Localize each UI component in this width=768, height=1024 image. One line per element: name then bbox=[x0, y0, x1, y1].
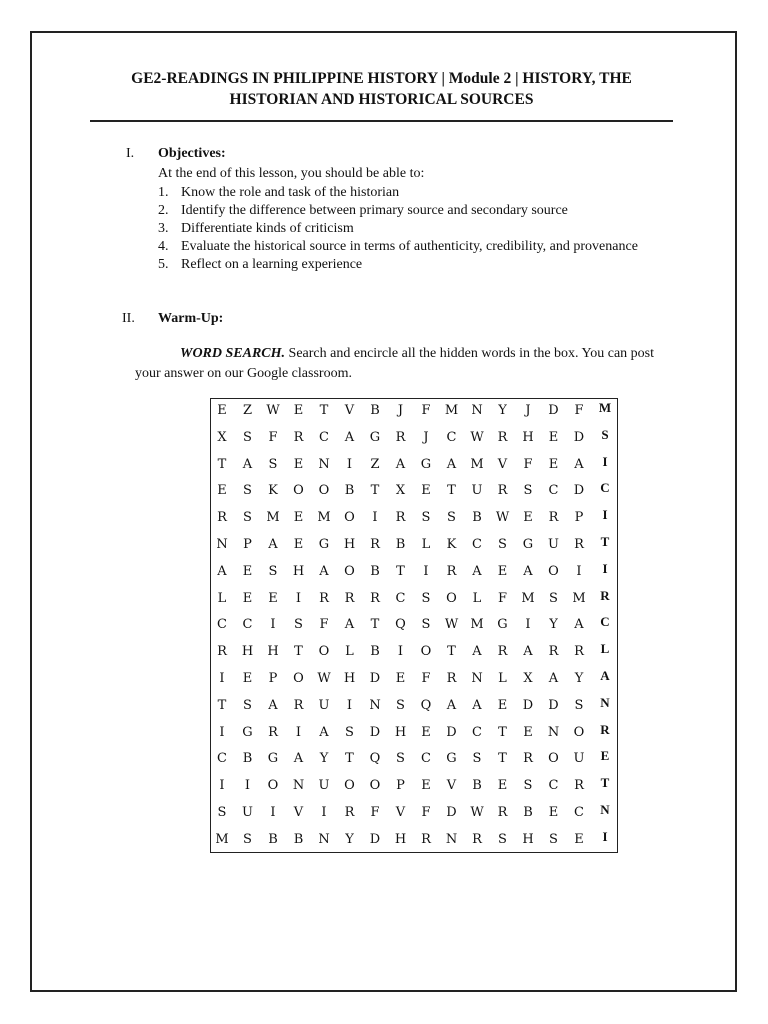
word-search-letter: Z bbox=[242, 403, 253, 418]
word-search-letter: F bbox=[370, 805, 380, 820]
word-search-letter: W bbox=[470, 429, 484, 445]
word-search-letter: M bbox=[444, 403, 459, 418]
side-column-letter: N bbox=[600, 694, 610, 710]
word-search-letter: R bbox=[293, 697, 304, 713]
word-search-letter: H bbox=[292, 563, 305, 579]
word-search-letter: X bbox=[395, 483, 406, 499]
word-search-letter: L bbox=[421, 537, 431, 552]
word-search-letter: A bbox=[472, 644, 482, 660]
word-search-letter: Q bbox=[395, 617, 406, 633]
word-search-letter: D bbox=[548, 403, 559, 418]
word-search-letter: I bbox=[372, 510, 378, 526]
word-search-letter: I bbox=[576, 563, 582, 579]
word-search-letter: I bbox=[346, 697, 353, 713]
word-search-letter: G bbox=[267, 751, 279, 767]
word-search-letter: V bbox=[293, 805, 304, 820]
word-search-letter: I bbox=[397, 644, 404, 660]
word-search-letter: E bbox=[217, 483, 227, 499]
word-search-letter: E bbox=[293, 456, 304, 472]
word-search-letter: R bbox=[370, 590, 380, 606]
word-search-letter: E bbox=[421, 483, 431, 499]
word-search-letter: N bbox=[471, 403, 483, 418]
word-search-letter: D bbox=[522, 697, 534, 713]
word-search-letter: B bbox=[370, 644, 380, 660]
word-search-letter: I bbox=[244, 778, 251, 794]
list-number: 3. bbox=[158, 221, 169, 236]
word-search-letter: E bbox=[293, 510, 304, 526]
word-search-letter: S bbox=[396, 751, 405, 767]
word-search-letter: S bbox=[549, 831, 558, 847]
word-search-letter: G bbox=[369, 429, 381, 445]
side-column-letter: L bbox=[600, 641, 610, 657]
word-search-letter: C bbox=[548, 483, 559, 499]
word-search-letter: D bbox=[446, 724, 457, 740]
word-search-letter: C bbox=[319, 429, 329, 445]
word-search-letter: O bbox=[267, 778, 279, 794]
word-search-letter: R bbox=[395, 510, 406, 526]
word-search-letter: K bbox=[446, 537, 457, 552]
word-search-letter: S bbox=[472, 751, 482, 767]
word-search-letter: T bbox=[319, 403, 329, 418]
word-search-letter: Z bbox=[370, 456, 380, 472]
list-item bbox=[158, 202, 678, 220]
list-text: Evaluate the historical source in terms of authenticity, credibility, and provenance bbox=[181, 239, 638, 254]
word-search-letter: W bbox=[444, 617, 459, 633]
word-search-letter: R bbox=[344, 590, 355, 606]
word-search-letter: L bbox=[498, 671, 507, 686]
word-search-letter: E bbox=[421, 778, 431, 794]
word-search-letter: R bbox=[217, 644, 227, 660]
word-search-letter: C bbox=[242, 617, 253, 633]
word-search-letter: A bbox=[523, 563, 533, 579]
word-search-letter: F bbox=[421, 403, 431, 418]
word-search-letter: H bbox=[394, 831, 407, 847]
word-search-letter: O bbox=[344, 778, 355, 794]
word-search-letter: E bbox=[497, 778, 508, 794]
word-search-letter: S bbox=[421, 617, 431, 633]
word-search-letter: B bbox=[472, 510, 482, 526]
word-search-letter: C bbox=[395, 590, 406, 606]
word-search-letter: N bbox=[292, 778, 305, 794]
word-search-letter: O bbox=[548, 751, 559, 767]
word-search-letter: F bbox=[421, 805, 431, 820]
word-search-letter: E bbox=[497, 563, 508, 579]
word-search-letter: C bbox=[217, 617, 227, 633]
word-search-letter: M bbox=[470, 456, 484, 472]
side-column-letter: R bbox=[600, 721, 610, 737]
word-search-letter: E bbox=[523, 724, 533, 740]
word-search-letter: E bbox=[574, 831, 584, 847]
word-search-letter: A bbox=[574, 617, 584, 633]
word-search-letter: R bbox=[497, 429, 508, 445]
word-search-letter: U bbox=[242, 805, 253, 820]
word-search-letter: I bbox=[525, 617, 531, 633]
word-search-letter: O bbox=[344, 510, 355, 526]
word-search-letter: D bbox=[573, 483, 585, 499]
word-search-letter: X bbox=[217, 429, 227, 445]
word-search-letter: R bbox=[446, 563, 457, 579]
word-search-letter: S bbox=[523, 778, 533, 794]
word-search-letter: O bbox=[293, 671, 304, 686]
word-search-letter: H bbox=[343, 537, 356, 552]
word-search-letter: S bbox=[421, 510, 431, 526]
side-column-letter: I bbox=[602, 828, 608, 844]
word-search-letter: S bbox=[498, 831, 507, 847]
word-search-letter: T bbox=[498, 724, 507, 740]
word-search-letter: U bbox=[471, 483, 483, 499]
word-search-letter: I bbox=[295, 590, 302, 606]
word-search-letter: T bbox=[370, 483, 380, 499]
word-search-letter: A bbox=[242, 456, 253, 472]
word-search-letter: A bbox=[395, 456, 406, 472]
word-search-letter: T bbox=[217, 456, 227, 472]
word-search-letter: E bbox=[548, 429, 559, 445]
word-search-letter: B bbox=[268, 831, 278, 847]
word-search-letter: G bbox=[522, 537, 534, 552]
word-search-letter: C bbox=[574, 805, 584, 820]
word-search-letter: A bbox=[268, 537, 278, 552]
word-search-letter: U bbox=[548, 537, 559, 552]
section-1-heading: Objectives: bbox=[158, 146, 226, 161]
word-search-letter: P bbox=[243, 537, 252, 552]
word-search-letter: O bbox=[369, 778, 381, 794]
word-search-letter: S bbox=[549, 590, 558, 606]
word-search-letter: A bbox=[344, 429, 355, 445]
list-text: Know the role and task of the historian bbox=[181, 185, 400, 200]
word-search-letter: W bbox=[495, 510, 510, 526]
word-search-letter: S bbox=[243, 483, 252, 499]
list-item bbox=[158, 238, 678, 256]
word-search-letter: O bbox=[344, 563, 355, 579]
word-search-letter: L bbox=[217, 590, 227, 606]
list-item bbox=[158, 256, 678, 274]
word-search-letter: A bbox=[472, 563, 482, 579]
word-search-letter: H bbox=[343, 671, 356, 686]
word-search-letter: E bbox=[242, 563, 253, 579]
word-search-letter: I bbox=[321, 805, 327, 820]
word-search-letter: R bbox=[574, 537, 584, 552]
word-search-letter: R bbox=[293, 429, 304, 445]
word-search-letter: F bbox=[497, 590, 508, 606]
word-search-letter: N bbox=[318, 456, 330, 472]
word-search-letter: E bbox=[421, 724, 431, 740]
word-search-letter: B bbox=[293, 831, 304, 847]
word-search-letter: C bbox=[217, 751, 227, 767]
side-column-letter: C bbox=[600, 480, 610, 496]
instructions-text: Search and encircle all the hidden words in the box. You can post your answer on our Google classroom. bbox=[135, 346, 655, 381]
word-search-letter: Q bbox=[420, 697, 432, 713]
side-column-letter: R bbox=[600, 587, 610, 603]
word-search-letter: J bbox=[525, 403, 531, 418]
word-search-letter: T bbox=[345, 751, 354, 767]
word-search-letter: O bbox=[420, 644, 432, 660]
word-search-letter: U bbox=[318, 778, 330, 794]
word-search-letter: N bbox=[318, 831, 330, 847]
word-search-letter: U bbox=[318, 697, 330, 713]
word-search-letter: M bbox=[572, 590, 586, 606]
word-search-letter: A bbox=[319, 563, 329, 579]
word-search-letter: E bbox=[242, 671, 253, 686]
word-search-letter: D bbox=[369, 831, 381, 847]
word-search-letter: A bbox=[446, 697, 457, 713]
word-search-letter: H bbox=[522, 831, 534, 847]
word-search-letter: R bbox=[472, 831, 482, 847]
word-search-letter: F bbox=[268, 429, 278, 445]
word-search-letter: I bbox=[346, 456, 353, 472]
word-search-letter: M bbox=[521, 590, 535, 606]
list-item bbox=[158, 220, 678, 238]
section-1-number: I. bbox=[126, 146, 135, 161]
word-search-letter: G bbox=[420, 456, 432, 472]
word-search-letter: V bbox=[497, 456, 508, 472]
side-column-letter: I bbox=[602, 453, 608, 469]
word-search-letter: N bbox=[369, 697, 381, 713]
word-search-letter: W bbox=[266, 403, 280, 418]
word-search-letter: P bbox=[574, 510, 584, 526]
word-search-letter: E bbox=[523, 510, 533, 526]
word-search-letter: N bbox=[547, 724, 560, 740]
side-column-letter: I bbox=[602, 507, 608, 523]
warm-up-instructions bbox=[135, 344, 680, 384]
word-search-letter: I bbox=[423, 563, 429, 579]
word-search-letter: C bbox=[472, 537, 482, 552]
word-search-letter: B bbox=[370, 403, 380, 418]
word-search-letter: Y bbox=[574, 671, 584, 686]
word-search-letter: E bbox=[242, 590, 253, 606]
word-search-letter: K bbox=[268, 483, 278, 499]
word-search-letter: O bbox=[318, 483, 330, 499]
word-search-letter: T bbox=[498, 751, 507, 767]
word-search-letter: S bbox=[268, 563, 278, 579]
word-search-letter: X bbox=[523, 671, 533, 686]
word-search-letter: A bbox=[523, 644, 533, 660]
word-search-letter: A bbox=[217, 563, 227, 579]
word-search-letter: E bbox=[548, 456, 559, 472]
word-search-letter: E bbox=[395, 671, 406, 686]
word-search-letter: E bbox=[293, 403, 304, 418]
word-search-letter: V bbox=[395, 805, 406, 820]
word-search-letter: S bbox=[345, 724, 354, 740]
word-search-letter: I bbox=[295, 724, 302, 740]
word-search-letter: S bbox=[217, 805, 227, 820]
word-search-letter: I bbox=[270, 617, 276, 633]
word-search-letter: R bbox=[268, 724, 278, 740]
word-search-letter: H bbox=[522, 429, 534, 445]
list-text: Differentiate kinds of criticism bbox=[181, 221, 354, 236]
word-search-letter: C bbox=[472, 724, 482, 740]
word-search-letter: D bbox=[548, 697, 559, 713]
word-search-letter: B bbox=[395, 537, 406, 552]
word-search-label: WORD SEARCH. bbox=[180, 346, 286, 361]
objectives-intro: At the end of this lesson, you should be able to: bbox=[158, 166, 425, 181]
side-column-letter: E bbox=[600, 748, 610, 764]
list-text: Identify the difference between primary source and secondary source bbox=[181, 203, 568, 218]
word-search-letter: A bbox=[574, 456, 584, 472]
word-search-letter: D bbox=[573, 429, 585, 445]
objectives-list bbox=[158, 184, 678, 274]
side-column-letter: A bbox=[600, 668, 610, 683]
word-search-letter: C bbox=[446, 429, 457, 445]
word-search-letter: Q bbox=[369, 751, 381, 767]
word-search-letter: H bbox=[241, 644, 254, 660]
word-search-letter: D bbox=[446, 805, 457, 820]
word-search-letter: R bbox=[574, 778, 584, 794]
word-search-letter: Y bbox=[345, 831, 354, 847]
word-search-letter: S bbox=[421, 590, 431, 606]
word-search-letter: A bbox=[548, 671, 559, 686]
word-search-letter: Y bbox=[498, 403, 507, 418]
section-2-number: II. bbox=[122, 311, 135, 326]
word-search-letter: Y bbox=[319, 751, 329, 767]
word-search-letter: M bbox=[266, 510, 280, 526]
list-text: Reflect on a learning experience bbox=[181, 257, 363, 272]
word-search-letter: E bbox=[497, 697, 508, 713]
word-search-letter: F bbox=[523, 456, 533, 472]
word-search-letter: S bbox=[243, 510, 252, 526]
list-number: 5. bbox=[158, 257, 169, 272]
word-search-letter: R bbox=[395, 429, 406, 445]
side-column-letter: I bbox=[602, 560, 608, 576]
word-search-letter: B bbox=[523, 805, 533, 820]
side-column-letter: T bbox=[600, 775, 610, 791]
side-column-letter: C bbox=[600, 614, 610, 630]
side-column-letter: T bbox=[600, 534, 610, 549]
word-search-letter: V bbox=[344, 403, 355, 418]
side-column-letter: S bbox=[601, 426, 609, 442]
word-search-letter: M bbox=[317, 510, 331, 526]
word-search-letter: H bbox=[267, 644, 279, 660]
word-search-letter: J bbox=[397, 403, 404, 418]
title-underline bbox=[90, 120, 673, 122]
word-search-letter: R bbox=[497, 483, 508, 499]
word-search-letter: F bbox=[574, 403, 584, 418]
word-search-letter: F bbox=[319, 617, 329, 633]
word-search-letter: B bbox=[370, 563, 380, 579]
side-column-letter: N bbox=[600, 802, 610, 817]
word-search-letter: R bbox=[523, 751, 533, 767]
word-search-letter: T bbox=[217, 697, 227, 713]
word-search-letter: S bbox=[396, 697, 405, 713]
word-search-letter: P bbox=[268, 671, 278, 686]
word-search-letter: M bbox=[470, 617, 484, 633]
word-search-letter: A bbox=[446, 456, 457, 472]
word-search-letter: R bbox=[446, 671, 457, 686]
word-search-letter: O bbox=[573, 724, 585, 740]
word-search-letter: S bbox=[447, 510, 456, 526]
word-search-letter: I bbox=[219, 671, 225, 686]
word-search-letter: E bbox=[217, 403, 227, 418]
word-search-letter: T bbox=[447, 483, 456, 499]
word-search-letter: O bbox=[293, 483, 304, 499]
word-search-letter: C bbox=[421, 751, 431, 767]
word-search-letter: E bbox=[548, 805, 559, 820]
word-search-letter: P bbox=[396, 778, 405, 794]
word-search-letter: W bbox=[317, 671, 331, 686]
word-search-letter: O bbox=[318, 644, 330, 660]
word-search-letter: T bbox=[396, 563, 405, 579]
list-number: 4. bbox=[158, 239, 169, 254]
word-search-letter: T bbox=[370, 617, 380, 633]
word-search-letter: O bbox=[446, 590, 457, 606]
page-title: GE2-READINGS IN PHILIPPINE HISTORY | Module 2 | HISTORY, THE HISTORIAN AND HISTORICAL SOURCES bbox=[131, 70, 632, 108]
section-2-heading: Warm-Up: bbox=[158, 311, 224, 326]
word-search-letter: R bbox=[497, 644, 508, 660]
word-search-letter: S bbox=[268, 456, 278, 472]
word-search-letter: R bbox=[548, 644, 559, 660]
word-search-letter: W bbox=[470, 805, 484, 820]
word-search-letter: E bbox=[268, 590, 278, 606]
word-search-letter: T bbox=[447, 644, 456, 660]
word-search-letter: G bbox=[446, 751, 457, 767]
word-search-letter: R bbox=[497, 805, 508, 820]
word-search-letter: N bbox=[471, 671, 483, 686]
word-search-letter: Y bbox=[549, 617, 558, 633]
word-search-letter: S bbox=[294, 617, 303, 633]
word-search-letter: B bbox=[344, 483, 355, 499]
word-search-letter: R bbox=[370, 537, 380, 552]
word-search-letter: B bbox=[242, 751, 253, 767]
side-column-letter: M bbox=[598, 400, 612, 415]
word-search-letter: A bbox=[344, 617, 355, 633]
word-search-letter: I bbox=[270, 805, 276, 820]
word-search-letter: B bbox=[472, 778, 482, 794]
word-search-letter: F bbox=[421, 671, 431, 686]
word-search-letter: G bbox=[497, 617, 508, 633]
word-search-letter: H bbox=[394, 724, 407, 740]
word-search-letter: R bbox=[574, 644, 584, 660]
word-search-letter: G bbox=[318, 537, 330, 552]
word-search-letter: C bbox=[548, 778, 559, 794]
word-search-letter: S bbox=[523, 483, 533, 499]
word-search-letter: S bbox=[574, 697, 584, 713]
word-search-letter: N bbox=[216, 537, 228, 552]
word-search-letter: U bbox=[573, 751, 585, 767]
word-search-letter: D bbox=[369, 671, 381, 686]
word-search-letter: J bbox=[423, 429, 429, 445]
word-search-letter: V bbox=[446, 778, 457, 794]
word-search-letter: S bbox=[498, 537, 507, 552]
word-search-letter: R bbox=[344, 805, 355, 820]
list-number: 1. bbox=[158, 185, 169, 200]
word-search-letter: A bbox=[319, 724, 329, 740]
word-search-letter: N bbox=[445, 831, 458, 847]
word-search-letter: A bbox=[472, 697, 482, 713]
word-search-letter: S bbox=[243, 429, 252, 445]
word-search-letter: I bbox=[219, 778, 225, 794]
word-search-letter: A bbox=[268, 697, 278, 713]
word-search-letter: M bbox=[215, 831, 229, 847]
word-search-letter: E bbox=[293, 537, 304, 552]
list-number: 2. bbox=[158, 203, 169, 218]
word-search-letter: A bbox=[293, 751, 304, 767]
word-search-letter: I bbox=[219, 724, 225, 740]
word-search-letter: R bbox=[548, 510, 559, 526]
word-search-letter: T bbox=[294, 644, 303, 660]
word-search-letter: L bbox=[472, 590, 482, 606]
word-search-letter: D bbox=[369, 724, 381, 740]
word-search-letter: O bbox=[548, 563, 559, 579]
word-search-letter: S bbox=[243, 831, 252, 847]
word-search-letter: R bbox=[319, 590, 329, 606]
word-search-letter: R bbox=[217, 510, 227, 526]
word-search-letter: G bbox=[242, 724, 253, 740]
word-search-letter: R bbox=[421, 831, 431, 847]
list-item bbox=[158, 184, 678, 202]
word-search-letter: L bbox=[345, 644, 354, 660]
word-search-letter: S bbox=[243, 697, 252, 713]
